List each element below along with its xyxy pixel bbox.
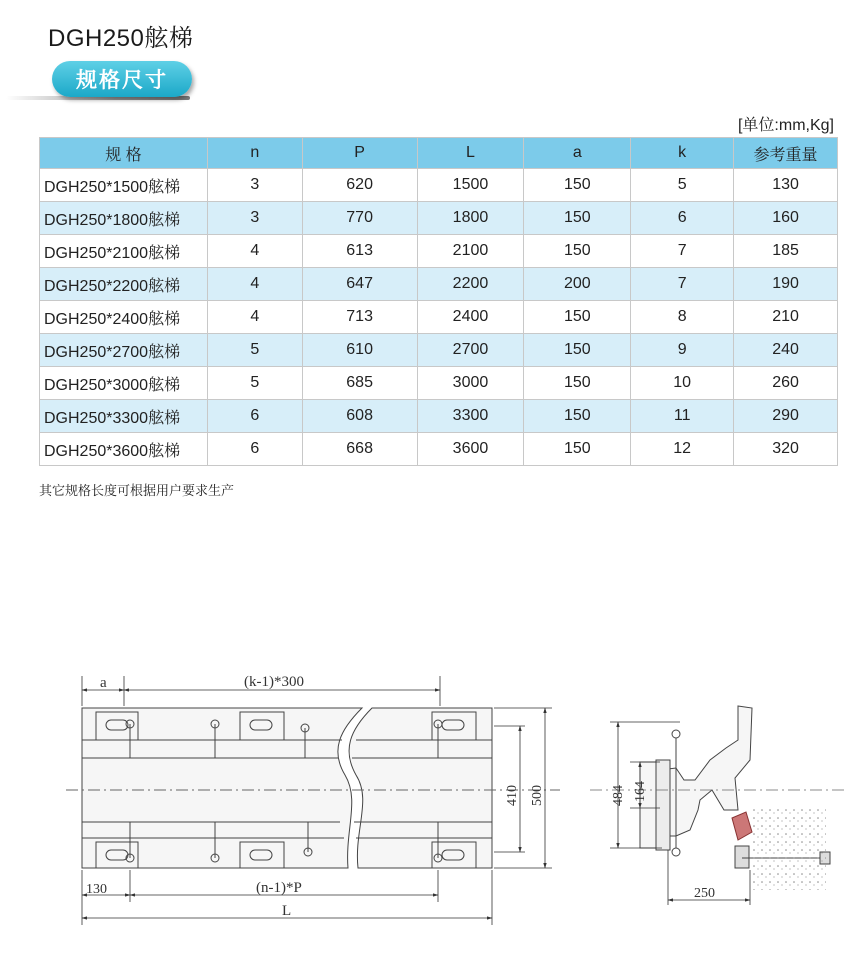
dim-L-label: L <box>282 903 292 919</box>
page-title: DGH250舷梯 <box>48 25 194 52</box>
spec-value-cell: 2100 <box>417 235 524 268</box>
spec-value-cell: 5 <box>207 367 302 400</box>
spec-value-cell: 668 <box>302 433 417 466</box>
note-text: 其它规格长度可根据用户要求生产 <box>39 483 235 498</box>
dim-130-label: 130 <box>86 882 107 897</box>
spec-value-cell: 260 <box>734 367 838 400</box>
spec-value-cell: 4 <box>207 268 302 301</box>
spec-value-cell: 7 <box>631 268 734 301</box>
spec-model-cell: DGH250*2700舷梯 <box>40 334 208 367</box>
spec-value-cell: 320 <box>734 433 838 466</box>
header-cell: 参考重量 <box>734 138 838 169</box>
spec-value-cell: 150 <box>524 400 631 433</box>
spec-model-cell: DGH250*3000舷梯 <box>40 367 208 400</box>
spec-value-cell: 2400 <box>417 301 524 334</box>
spec-value-cell: 10 <box>631 367 734 400</box>
spec-value-cell: 685 <box>302 367 417 400</box>
dim-k-label: (k-1)*300 <box>244 674 304 690</box>
dim-164-label: 164 <box>633 781 648 802</box>
dim-250-label: 250 <box>694 886 715 901</box>
spec-value-cell: 11 <box>631 400 734 433</box>
spec-value-cell: 12 <box>631 433 734 466</box>
spec-value-cell: 150 <box>524 334 631 367</box>
side-view <box>640 706 830 890</box>
spec-value-cell: 1800 <box>417 202 524 235</box>
spec-value-cell: 3 <box>207 202 302 235</box>
spec-value-cell: 3000 <box>417 367 524 400</box>
spec-model-cell: DGH250*2100舷梯 <box>40 235 208 268</box>
spec-value-cell: 5 <box>631 169 734 202</box>
header-cell: a <box>524 138 631 169</box>
spec-value-cell: 130 <box>734 169 838 202</box>
spec-value-cell: 3600 <box>417 433 524 466</box>
spec-model-cell: DGH250*1800舷梯 <box>40 202 208 235</box>
header-cell: k <box>631 138 734 169</box>
spec-value-cell: 200 <box>524 268 631 301</box>
dim-a-label: a <box>100 675 107 691</box>
spec-model-cell: DGH250*1500舷梯 <box>40 169 208 202</box>
header-cell: 规 格 <box>40 138 208 169</box>
spec-value-cell: 6 <box>207 400 302 433</box>
spec-value-cell: 8 <box>631 301 734 334</box>
spec-value-cell: 9 <box>631 334 734 367</box>
spec-value-cell: 150 <box>524 367 631 400</box>
spec-value-cell: 620 <box>302 169 417 202</box>
spec-value-cell: 647 <box>302 268 417 301</box>
spec-value-cell: 185 <box>734 235 838 268</box>
spec-value-cell: 290 <box>734 400 838 433</box>
spec-value-cell: 713 <box>302 301 417 334</box>
dim-500-label: 500 <box>530 785 545 806</box>
dim-410-label: 410 <box>505 785 520 806</box>
spec-value-cell: 150 <box>524 235 631 268</box>
spec-value-cell: 150 <box>524 433 631 466</box>
spec-value-cell: 613 <box>302 235 417 268</box>
spec-value-cell: 2700 <box>417 334 524 367</box>
spec-value-cell: 150 <box>524 202 631 235</box>
spec-value-cell: 4 <box>207 301 302 334</box>
spec-value-cell: 770 <box>302 202 417 235</box>
header-cell: n <box>207 138 302 169</box>
spec-value-cell: 7 <box>631 235 734 268</box>
spec-value-cell: 3 <box>207 169 302 202</box>
spec-value-cell: 2200 <box>417 268 524 301</box>
spec-model-cell: DGH250*3600舷梯 <box>40 433 208 466</box>
section-tag: 规格尺寸 <box>52 61 192 97</box>
header-cell: L <box>417 138 524 169</box>
spec-value-cell: 6 <box>207 433 302 466</box>
spec-value-cell: 150 <box>524 169 631 202</box>
spec-value-cell: 3300 <box>417 400 524 433</box>
spec-value-cell: 210 <box>734 301 838 334</box>
spec-model-cell: DGH250*2200舷梯 <box>40 268 208 301</box>
front-view <box>66 708 560 868</box>
spec-value-cell: 6 <box>631 202 734 235</box>
spec-model-cell: DGH250*3300舷梯 <box>40 400 208 433</box>
unit-label: [单位:mm,Kg] <box>737 117 834 134</box>
spec-model-cell: DGH250*2400舷梯 <box>40 301 208 334</box>
spec-value-cell: 160 <box>734 202 838 235</box>
spec-value-cell: 608 <box>302 400 417 433</box>
spec-value-cell: 4 <box>207 235 302 268</box>
spec-value-cell: 5 <box>207 334 302 367</box>
spec-value-cell: 190 <box>734 268 838 301</box>
spec-value-cell: 610 <box>302 334 417 367</box>
spec-value-cell: 1500 <box>417 169 524 202</box>
dim-484-label: 484 <box>611 785 626 806</box>
header-cell: P <box>302 138 417 169</box>
spec-value-cell: 150 <box>524 301 631 334</box>
spec-value-cell: 240 <box>734 334 838 367</box>
dim-n-label: (n-1)*P <box>256 880 302 896</box>
